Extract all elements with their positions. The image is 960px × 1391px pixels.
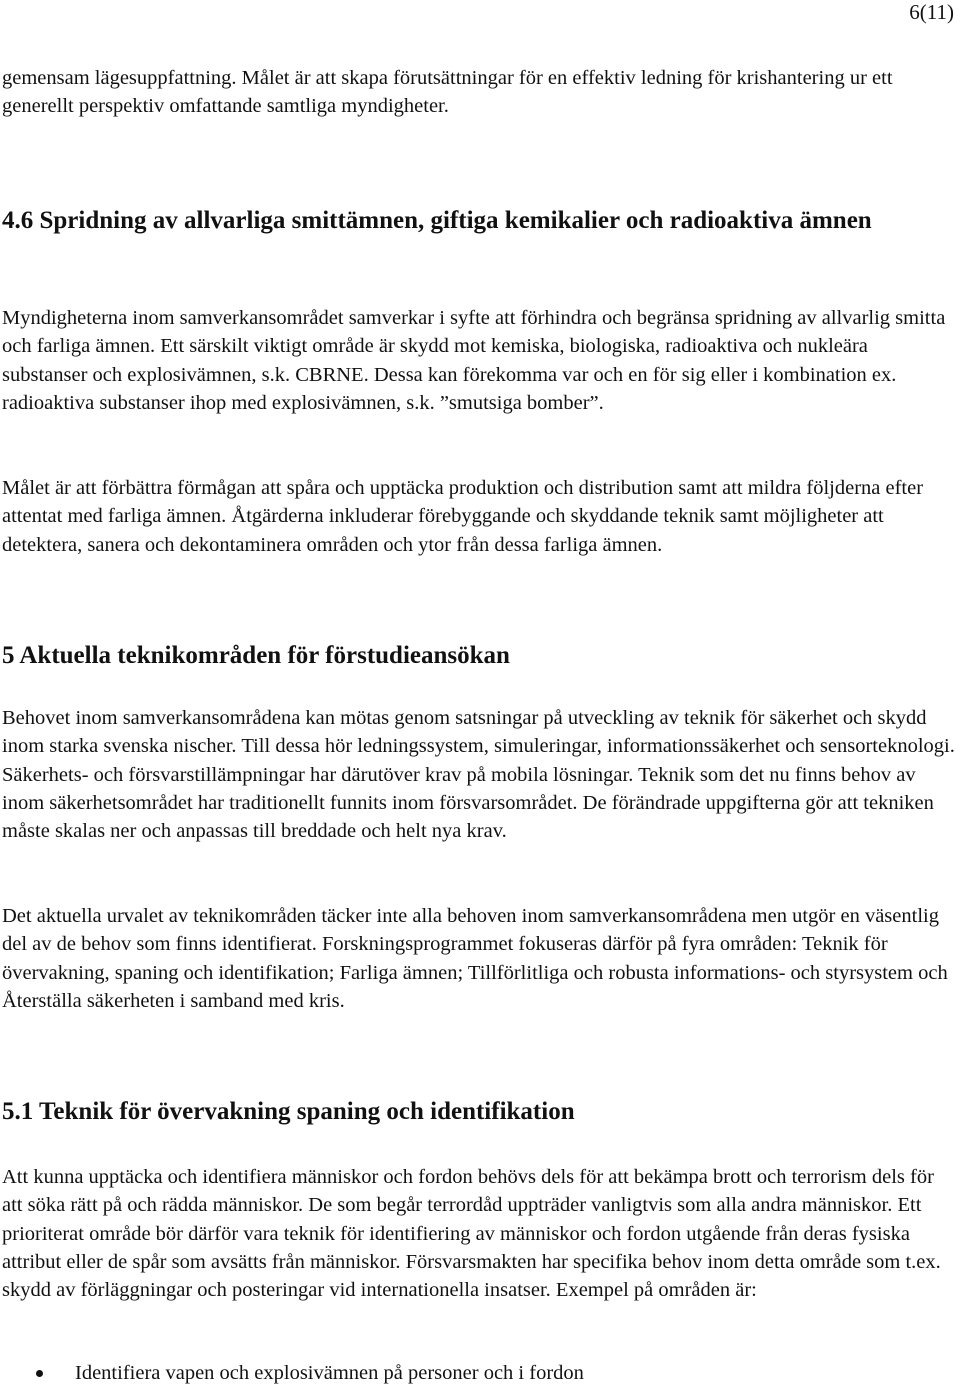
bullet-icon	[36, 1370, 43, 1377]
section-4-6-paragraph-2: Målet är att förbättra förmågan att spåra och upptäcka produktion och distribution samt att mildra följderna efter attentat med farliga ämnen. Åtgärderna inkluderar förebyggande och skyddande teknik samt möjligheter att detektera, sanera och dekontaminera områden och ytor från dessa farliga ämnen.	[2, 477, 924, 556]
section-heading-5-1: 5.1 Teknik för övervakning spaning och identifikation	[2, 1098, 575, 1125]
intro-paragraph: gemensam lägesuppfattning. Målet är att skapa förutsättningar för en effektiv ledning för krishantering ur ett generellt perspektiv omfattande samtliga myndigheter.	[2, 67, 893, 118]
section-heading-5: 5 Aktuella teknikområden för förstudieansökan	[2, 642, 510, 669]
section-5-1-paragraph-1: Att kunna upptäcka och identifiera människor och fordon behövs dels för att bekämpa brott och terrorism dels för att söka rätt på och rädda människor. De som begår terrordåd uppträder vanligtvis som alla andra människor. Ett prioriterat område bör därför vara teknik för identifiering av människor och fordon utgående från deras fysiska attribut eller de spår som avsätts från människor. Försvarsmakten har specifika behov inom detta område som t.ex. skydd av förläggningar och posteringar vid internationella insatser. Exempel på områden är:	[2, 1166, 941, 1302]
bullet-list	[0, 1359, 956, 1387]
section-heading-4-6: 4.6 Spridning av allvarliga smittämnen, giftiga kemikalier och radioaktiva ämnen	[2, 207, 872, 234]
section-5-paragraph-2: Det aktuella urvalet av teknikområden täcker inte alla behoven inom samverkansområdena men utgör en väsentlig del av de behov som finns identifierat. Forskningsprogrammet fokuseras därför på fyra områden: Teknik för övervakning, spaning och identifikation; Farliga ämnen; Tillförlitliga och robusta informations- och styrsystem och Återställa säkerheten i samband med kris.	[2, 905, 948, 1012]
section-4-6-paragraph-1: Myndigheterna inom samverkansområdet samverkar i syfte att förhindra och begränsa spridning av allvarlig smitta och farliga ämnen. Ett särskilt viktigt område är skydd mot kemiska, biologiska, radioaktiva och nukleära substanser och explosivämnen, s.k. CBRNE. Dessa kan förekomma var och en för sig eller i kombination ex. radioaktiva substanser ihop med explosivämnen, s.k. ”smutsiga bomber”.	[2, 307, 946, 414]
section-5-paragraph-1: Behovet inom samverkansområdena kan mötas genom satsningar på utveckling av teknik för säkerhet och skydd inom starka svenska nischer. Till dessa hör ledningssystem, simuleringar, informationssäkerhet och sensorteknologi. Säkerhets- och försvarstillämpningar har därutöver krav på mobila lösningar. Teknik som det nu finns behov av inom säkerhetsområdet har traditionellt funnits inom försvarsområdet. De förändrade uppgifterna gör att tekniken måste skalas ner och anpassas till breddade och helt nya krav.	[2, 707, 955, 843]
list-item	[0, 1359, 956, 1387]
list-item-text: Identifiera vapen och explosivämnen på personer och i fordon	[75, 1362, 584, 1384]
page-number: 6(11)	[909, 0, 954, 24]
